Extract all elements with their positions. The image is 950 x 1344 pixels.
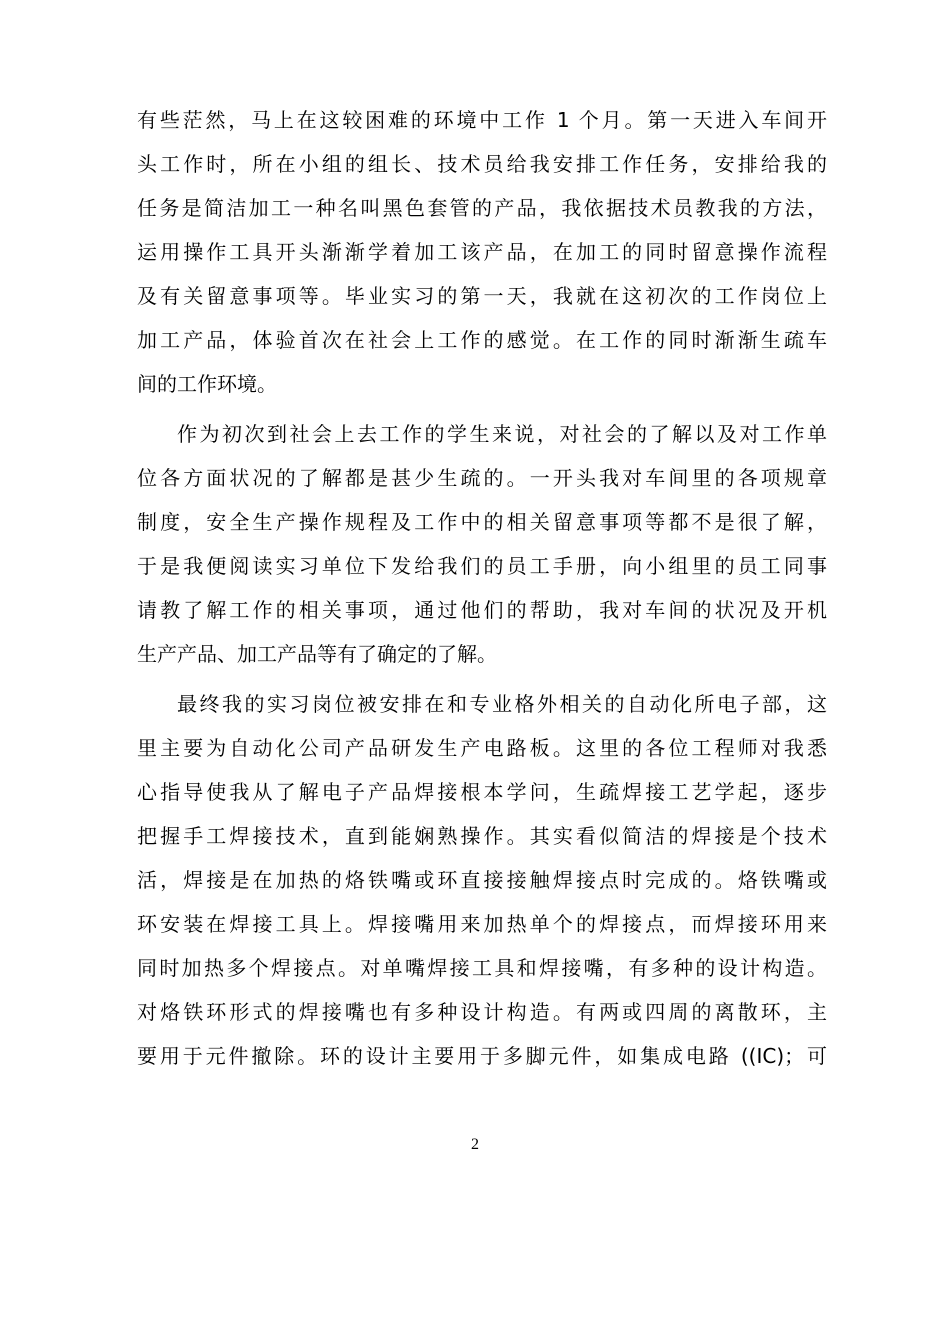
body-text <box>137 98 827 1078</box>
text-line: 于是我便阅读实习单位下发给我们的员工手册，向小组里的员工同事 <box>137 554 827 578</box>
text-line: 加工产品，体验首次在社会上工作的感觉。在工作的同时渐渐生疏车 <box>137 328 827 352</box>
text-line: 制度，安全生产操作规程及工作中的相关留意事项等都不是很了解， <box>137 510 827 534</box>
text-line: 要用于元件撤除。环的设计主要用于多脚元件，如集成电路 ((IC)；可 <box>137 1044 827 1068</box>
text-line: 活，焊接是在加热的烙铁嘴或环直接接触焊接点时完成的。烙铁嘴或 <box>137 868 827 892</box>
text-line: 有些茫然，马上在这较困难的环境中工作 1 个月。第一天进入车间开 <box>137 108 827 132</box>
text-line: 心指导使我从了解电子产品焊接根本学问，生疏焊接工艺学起，逐步 <box>137 780 827 804</box>
text-line: 间的工作环境。 <box>137 372 277 396</box>
text-line: 最终我的实习岗位被安排在和专业格外相关的自动化所电子部，这 <box>177 692 827 716</box>
text-line: 对烙铁环形式的焊接嘴也有多种设计构造。有两或四周的离散环，主 <box>137 1000 827 1024</box>
text-line: 里主要为自动化公司产品研发生产电路板。这里的各位工程师对我悉 <box>137 736 827 760</box>
paragraph-2 <box>137 412 827 676</box>
paragraph-1 <box>137 98 827 406</box>
text-line: 把握手工焊接技术，直到能娴熟操作。其实看似简洁的焊接是个技术 <box>137 824 827 848</box>
text-line: 头工作时，所在小组的组长、技术员给我安排工作任务，安排给我的 <box>137 152 827 176</box>
text-line: 生产产品、加工产品等有了确定的了解。 <box>137 642 497 666</box>
text-line: 同时加热多个焊接点。对单嘴焊接工具和焊接嘴，有多种的设计构造。 <box>137 956 827 980</box>
text-line: 及有关留意事项等。毕业实习的第一天，我就在这初次的工作岗位上 <box>137 284 827 308</box>
page-number: 2 <box>471 1136 479 1153</box>
text-line: 运用操作工具开头渐渐学着加工该产品，在加工的同时留意操作流程 <box>137 240 827 264</box>
text-line: 任务是简洁加工一种名叫黑色套管的产品，我依据技术员教我的方法， <box>137 196 827 220</box>
text-line: 作为初次到社会上去工作的学生来说，对社会的了解以及对工作单 <box>177 422 827 446</box>
text-line: 请教了解工作的相关事项，通过他们的帮助，我对车间的状况及开机 <box>137 598 827 622</box>
paragraph-3 <box>137 682 827 1078</box>
text-line: 位各方面状况的了解都是甚少生疏的。一开头我对车间里的各项规章 <box>137 466 827 490</box>
text-line: 环安装在焊接工具上。焊接嘴用来加热单个的焊接点，而焊接环用来 <box>137 912 827 936</box>
